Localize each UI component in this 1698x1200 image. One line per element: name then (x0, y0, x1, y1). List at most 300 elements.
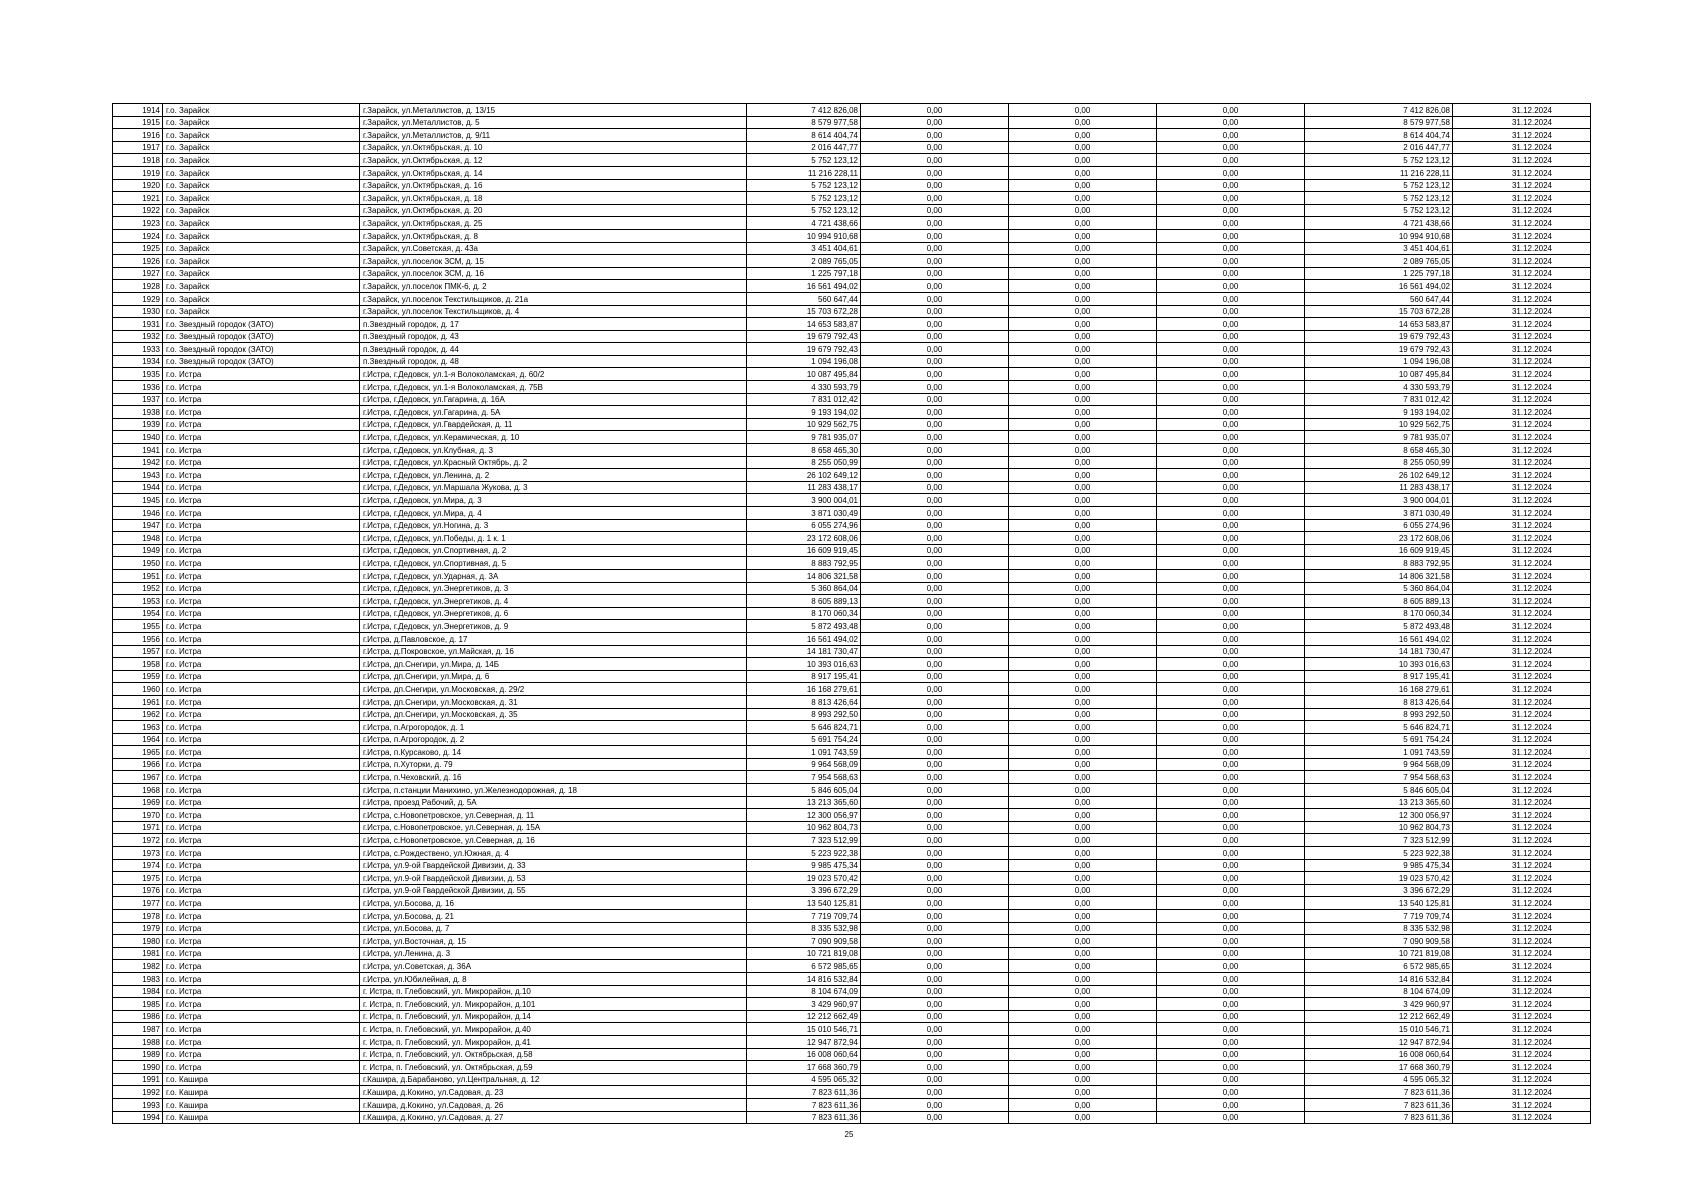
value1-cell: 0,00 (861, 632, 1009, 645)
amount-cell: 8 579 977,58 (747, 116, 861, 129)
municipality-cell: г.о. Зарайск (163, 116, 360, 129)
municipality-cell: г.о. Истра (163, 985, 360, 998)
date-cell: 31.12.2024 (1453, 456, 1591, 469)
address-cell: г.Истра, с.Новопетровское, ул.Северная, д. 16 (360, 834, 747, 847)
table-row (113, 607, 1591, 620)
row-number-cell: 1986 (113, 1010, 163, 1023)
total-cell: 16 168 279,61 (1305, 683, 1453, 696)
amount-cell: 8 614 404,74 (747, 129, 861, 142)
value2-cell: 0,00 (1009, 444, 1157, 457)
total-cell: 7 719 709,74 (1305, 910, 1453, 923)
value2-cell: 0,00 (1009, 406, 1157, 419)
value1-cell: 0,00 (861, 935, 1009, 948)
row-number-cell: 1973 (113, 847, 163, 860)
value2-cell: 0,00 (1009, 1035, 1157, 1048)
address-cell: г.Истра, с.Новопетровское, ул.Северная, д. 11 (360, 809, 747, 822)
value3-cell: 0,00 (1157, 998, 1305, 1011)
value2-cell: 0,00 (1009, 368, 1157, 381)
table-row (113, 872, 1591, 885)
total-cell: 14 181 730,47 (1305, 645, 1453, 658)
row-number-cell: 1926 (113, 255, 163, 268)
amount-cell: 12 947 872,94 (747, 1035, 861, 1048)
total-cell: 10 962 804,73 (1305, 821, 1453, 834)
date-cell: 31.12.2024 (1453, 418, 1591, 431)
date-cell: 31.12.2024 (1453, 129, 1591, 142)
value1-cell: 0,00 (861, 280, 1009, 293)
municipality-cell: г.о. Зарайск (163, 217, 360, 230)
row-number-cell: 1955 (113, 620, 163, 633)
value1-cell: 0,00 (861, 922, 1009, 935)
value1-cell: 0,00 (861, 355, 1009, 368)
municipality-cell: г.о. Истра (163, 834, 360, 847)
address-cell: г.Истра, ул.Босова, д. 7 (360, 922, 747, 935)
value2-cell: 0,00 (1009, 318, 1157, 331)
municipality-cell: г.о. Зарайск (163, 154, 360, 167)
value1-cell: 0,00 (861, 469, 1009, 482)
total-cell: 8 993 292,50 (1305, 708, 1453, 721)
date-cell: 31.12.2024 (1453, 116, 1591, 129)
value2-cell: 0,00 (1009, 809, 1157, 822)
row-number-cell: 1936 (113, 381, 163, 394)
table-row (113, 469, 1591, 482)
row-number-cell: 1941 (113, 444, 163, 457)
address-cell: г.Истра, г.Дедовск, ул.Мира, д. 4 (360, 507, 747, 520)
value3-cell: 0,00 (1157, 418, 1305, 431)
value1-cell: 0,00 (861, 242, 1009, 255)
value2-cell: 0,00 (1009, 910, 1157, 923)
total-cell: 8 614 404,74 (1305, 129, 1453, 142)
row-number-cell: 1927 (113, 267, 163, 280)
value3-cell: 0,00 (1157, 481, 1305, 494)
value1-cell: 0,00 (861, 683, 1009, 696)
date-cell: 31.12.2024 (1453, 670, 1591, 683)
value1-cell: 0,00 (861, 897, 1009, 910)
total-cell: 8 883 792,95 (1305, 557, 1453, 570)
date-cell: 31.12.2024 (1453, 1035, 1591, 1048)
address-cell: г. Истра, п. Глебовский, ул. Микрорайон, д.14 (360, 1010, 747, 1023)
row-number-cell: 1982 (113, 960, 163, 973)
municipality-cell: г.о. Истра (163, 1023, 360, 1036)
value2-cell: 0,00 (1009, 381, 1157, 394)
address-cell: г.Зарайск, ул.Октябрьская, д. 8 (360, 229, 747, 242)
table-row (113, 494, 1591, 507)
table-row (113, 847, 1591, 860)
address-cell: г. Истра, п. Глебовский, ул. Октябрьская, д.58 (360, 1048, 747, 1061)
row-number-cell: 1965 (113, 746, 163, 759)
date-cell: 31.12.2024 (1453, 784, 1591, 797)
municipality-cell: г.о. Истра (163, 620, 360, 633)
date-cell: 31.12.2024 (1453, 947, 1591, 960)
table-row (113, 481, 1591, 494)
date-cell: 31.12.2024 (1453, 645, 1591, 658)
value2-cell: 0,00 (1009, 507, 1157, 520)
total-cell: 2 089 765,05 (1305, 255, 1453, 268)
address-cell: г. Истра, п. Глебовский, ул. Микрорайон, д.101 (360, 998, 747, 1011)
value1-cell: 0,00 (861, 972, 1009, 985)
value3-cell: 0,00 (1157, 406, 1305, 419)
table-row (113, 721, 1591, 734)
address-cell: г.Истра, г.Дедовск, ул.Спортивная, д. 2 (360, 544, 747, 557)
amount-cell: 10 994 910,68 (747, 229, 861, 242)
municipality-cell: г.о. Истра (163, 431, 360, 444)
value3-cell: 0,00 (1157, 607, 1305, 620)
row-number-cell: 1921 (113, 192, 163, 205)
total-cell: 19 679 792,43 (1305, 343, 1453, 356)
value1-cell: 0,00 (861, 1023, 1009, 1036)
value2-cell: 0,00 (1009, 532, 1157, 545)
value2-cell: 0,00 (1009, 544, 1157, 557)
value1-cell: 0,00 (861, 255, 1009, 268)
address-cell: г.Зарайск, ул.Октябрьская, д. 20 (360, 204, 747, 217)
table-row (113, 771, 1591, 784)
table-row (113, 1111, 1591, 1124)
value3-cell: 0,00 (1157, 910, 1305, 923)
amount-cell: 5 691 754,24 (747, 733, 861, 746)
row-number-cell: 1931 (113, 318, 163, 331)
row-number-cell: 1942 (113, 456, 163, 469)
value1-cell: 0,00 (861, 456, 1009, 469)
total-cell: 9 964 568,09 (1305, 758, 1453, 771)
amount-cell: 16 609 919,45 (747, 544, 861, 557)
value2-cell: 0,00 (1009, 116, 1157, 129)
date-cell: 31.12.2024 (1453, 733, 1591, 746)
value1-cell: 0,00 (861, 569, 1009, 582)
value3-cell: 0,00 (1157, 645, 1305, 658)
amount-cell: 5 872 493,48 (747, 620, 861, 633)
amount-cell: 15 010 546,71 (747, 1023, 861, 1036)
total-cell: 8 104 674,09 (1305, 985, 1453, 998)
address-cell: г.Зарайск, ул.Октябрьская, д. 25 (360, 217, 747, 230)
municipality-cell: г.о. Истра (163, 733, 360, 746)
page-number: 25 (844, 1130, 854, 1139)
date-cell: 31.12.2024 (1453, 393, 1591, 406)
value1-cell: 0,00 (861, 784, 1009, 797)
table-row (113, 406, 1591, 419)
total-cell: 8 170 060,34 (1305, 607, 1453, 620)
date-cell: 31.12.2024 (1453, 582, 1591, 595)
value2-cell: 0,00 (1009, 998, 1157, 1011)
date-cell: 31.12.2024 (1453, 998, 1591, 1011)
row-number-cell: 1925 (113, 242, 163, 255)
table-row (113, 116, 1591, 129)
amount-cell: 5 846 605,04 (747, 784, 861, 797)
amount-cell: 14 816 532,84 (747, 972, 861, 985)
value2-cell: 0,00 (1009, 595, 1157, 608)
value3-cell: 0,00 (1157, 1073, 1305, 1086)
value1-cell: 0,00 (861, 305, 1009, 318)
total-cell: 8 255 050,99 (1305, 456, 1453, 469)
value3-cell: 0,00 (1157, 318, 1305, 331)
municipality-cell: г.о. Истра (163, 859, 360, 872)
value3-cell: 0,00 (1157, 582, 1305, 595)
amount-cell: 14 653 583,87 (747, 318, 861, 331)
amount-cell: 5 360 864,04 (747, 582, 861, 595)
table-row (113, 343, 1591, 356)
value3-cell: 0,00 (1157, 355, 1305, 368)
value3-cell: 0,00 (1157, 343, 1305, 356)
municipality-cell: г.о. Истра (163, 456, 360, 469)
value2-cell: 0,00 (1009, 582, 1157, 595)
municipality-cell: г.о. Истра (163, 910, 360, 923)
date-cell: 31.12.2024 (1453, 1048, 1591, 1061)
total-cell: 26 102 649,12 (1305, 469, 1453, 482)
value1-cell: 0,00 (861, 557, 1009, 570)
address-cell: г.Истра, п.Агрогородок, д. 1 (360, 721, 747, 734)
date-cell: 31.12.2024 (1453, 204, 1591, 217)
value1-cell: 0,00 (861, 1098, 1009, 1111)
value1-cell: 0,00 (861, 771, 1009, 784)
total-cell: 7 090 909,58 (1305, 935, 1453, 948)
address-cell: г.Истра, г.Дедовск, ул.Красный Октябрь, д. 2 (360, 456, 747, 469)
table-row (113, 368, 1591, 381)
amount-cell: 1 094 196,08 (747, 355, 861, 368)
value2-cell: 0,00 (1009, 758, 1157, 771)
address-cell: г.Истра, ул.Босова, д. 16 (360, 897, 747, 910)
municipality-cell: г.о. Истра (163, 947, 360, 960)
municipality-cell: г.о. Истра (163, 557, 360, 570)
value3-cell: 0,00 (1157, 381, 1305, 394)
value3-cell: 0,00 (1157, 771, 1305, 784)
value3-cell: 0,00 (1157, 821, 1305, 834)
row-number-cell: 1933 (113, 343, 163, 356)
table-row (113, 330, 1591, 343)
amount-cell: 8 993 292,50 (747, 708, 861, 721)
total-cell: 3 871 030,49 (1305, 507, 1453, 520)
amount-cell: 26 102 649,12 (747, 469, 861, 482)
table-row (113, 166, 1591, 179)
total-cell: 7 823 611,36 (1305, 1098, 1453, 1111)
row-number-cell: 1978 (113, 910, 163, 923)
row-number-cell: 1929 (113, 292, 163, 305)
municipality-cell: г.о. Истра (163, 418, 360, 431)
date-cell: 31.12.2024 (1453, 758, 1591, 771)
total-cell: 5 752 123,12 (1305, 154, 1453, 167)
date-cell: 31.12.2024 (1453, 519, 1591, 532)
address-cell: г.Истра, г.Дедовск, ул.Ленина, д. 2 (360, 469, 747, 482)
address-cell: г.Зарайск, ул.поселок Текстильщиков, д. 21а (360, 292, 747, 305)
value2-cell: 0,00 (1009, 670, 1157, 683)
table-row (113, 229, 1591, 242)
amount-cell: 3 396 672,29 (747, 884, 861, 897)
date-cell: 31.12.2024 (1453, 847, 1591, 860)
amount-cell: 19 679 792,43 (747, 330, 861, 343)
table-row (113, 217, 1591, 230)
municipality-cell: г.о. Истра (163, 507, 360, 520)
address-cell: г.Истра, г.Дедовск, ул.Ударная, д. 3А (360, 569, 747, 582)
total-cell: 6 572 985,65 (1305, 960, 1453, 973)
amount-cell: 8 813 426,64 (747, 695, 861, 708)
municipality-cell: г.о. Истра (163, 1035, 360, 1048)
total-cell: 5 752 123,12 (1305, 179, 1453, 192)
row-number-cell: 1924 (113, 229, 163, 242)
address-cell: г.Кашира, д.Кокино, ул.Садовая, д. 27 (360, 1111, 747, 1124)
table-row (113, 267, 1591, 280)
address-cell: г.Истра, д.Покровское, ул.Майская, д. 16 (360, 645, 747, 658)
value3-cell: 0,00 (1157, 1035, 1305, 1048)
row-number-cell: 1971 (113, 821, 163, 834)
address-cell: г.Истра, с.Новопетровское, ул.Северная, д. 15А (360, 821, 747, 834)
table-row (113, 355, 1591, 368)
municipality-cell: г.о. Истра (163, 998, 360, 1011)
amount-cell: 5 752 123,12 (747, 204, 861, 217)
row-number-cell: 1953 (113, 595, 163, 608)
address-cell: г.Истра, проезд Рабочий, д. 5А (360, 796, 747, 809)
value3-cell: 0,00 (1157, 557, 1305, 570)
value2-cell: 0,00 (1009, 154, 1157, 167)
row-number-cell: 1961 (113, 695, 163, 708)
total-cell: 9 193 194,02 (1305, 406, 1453, 419)
row-number-cell: 1989 (113, 1048, 163, 1061)
address-cell: п.Звездный городок, д. 17 (360, 318, 747, 331)
municipality-cell: г.о. Истра (163, 935, 360, 948)
row-number-cell: 1934 (113, 355, 163, 368)
amount-cell: 4 330 593,79 (747, 381, 861, 394)
address-cell: г.Истра, г.Дедовск, ул.Победы, д. 1 к. 1 (360, 532, 747, 545)
address-cell: г.Истра, ул.9-ой Гвардейской Дивизии, д. 53 (360, 872, 747, 885)
municipality-cell: г.о. Истра (163, 872, 360, 885)
date-cell: 31.12.2024 (1453, 771, 1591, 784)
date-cell: 31.12.2024 (1453, 569, 1591, 582)
table-row (113, 620, 1591, 633)
total-cell: 5 646 824,71 (1305, 721, 1453, 734)
table-row (113, 192, 1591, 205)
amount-cell: 16 008 060,64 (747, 1048, 861, 1061)
table-row (113, 129, 1591, 142)
row-number-cell: 1928 (113, 280, 163, 293)
value2-cell: 0,00 (1009, 229, 1157, 242)
row-number-cell: 1968 (113, 784, 163, 797)
municipality-cell: г.о. Истра (163, 922, 360, 935)
date-cell: 31.12.2024 (1453, 406, 1591, 419)
municipality-cell: г.о. Истра (163, 544, 360, 557)
row-number-cell: 1979 (113, 922, 163, 935)
address-cell: г.Истра, п.Хуторки, д. 79 (360, 758, 747, 771)
table-row (113, 154, 1591, 167)
value2-cell: 0,00 (1009, 821, 1157, 834)
date-cell: 31.12.2024 (1453, 658, 1591, 671)
table-row (113, 1023, 1591, 1036)
table-row (113, 985, 1591, 998)
municipality-cell: г.о. Истра (163, 393, 360, 406)
date-cell: 31.12.2024 (1453, 481, 1591, 494)
amount-cell: 3 429 960,97 (747, 998, 861, 1011)
value3-cell: 0,00 (1157, 179, 1305, 192)
value3-cell: 0,00 (1157, 368, 1305, 381)
table-row (113, 104, 1591, 117)
table-row (113, 381, 1591, 394)
row-number-cell: 1972 (113, 834, 163, 847)
row-number-cell: 1945 (113, 494, 163, 507)
value1-cell: 0,00 (861, 582, 1009, 595)
value2-cell: 0,00 (1009, 733, 1157, 746)
value2-cell: 0,00 (1009, 847, 1157, 860)
table-row (113, 292, 1591, 305)
amount-cell: 8 658 465,30 (747, 444, 861, 457)
table-row (113, 179, 1591, 192)
value1-cell: 0,00 (861, 204, 1009, 217)
value1-cell: 0,00 (861, 481, 1009, 494)
table-row (113, 456, 1591, 469)
value2-cell: 0,00 (1009, 884, 1157, 897)
total-cell: 4 595 065,32 (1305, 1073, 1453, 1086)
value3-cell: 0,00 (1157, 884, 1305, 897)
address-cell: г.Зарайск, ул.Октябрьская, д. 16 (360, 179, 747, 192)
value1-cell: 0,00 (861, 872, 1009, 885)
row-number-cell: 1991 (113, 1073, 163, 1086)
address-cell: г.Истра, ул.Юбилейная, д. 8 (360, 972, 747, 985)
row-number-cell: 1987 (113, 1023, 163, 1036)
row-number-cell: 1962 (113, 708, 163, 721)
date-cell: 31.12.2024 (1453, 544, 1591, 557)
table-row (113, 859, 1591, 872)
row-number-cell: 1917 (113, 141, 163, 154)
amount-cell: 9 964 568,09 (747, 758, 861, 771)
municipality-cell: г.о. Истра (163, 847, 360, 860)
municipality-cell: г.о. Истра (163, 444, 360, 457)
date-cell: 31.12.2024 (1453, 229, 1591, 242)
municipality-cell: г.о. Звездный городок (ЗАТО) (163, 343, 360, 356)
table-row (113, 897, 1591, 910)
address-cell: г.Истра, г.Дедовск, ул.Гагарина, д. 5А (360, 406, 747, 419)
row-number-cell: 1919 (113, 166, 163, 179)
date-cell: 31.12.2024 (1453, 872, 1591, 885)
amount-cell: 8 883 792,95 (747, 557, 861, 570)
municipality-cell: г.о. Кашира (163, 1111, 360, 1124)
value2-cell: 0,00 (1009, 620, 1157, 633)
municipality-cell: г.о. Истра (163, 632, 360, 645)
date-cell: 31.12.2024 (1453, 809, 1591, 822)
date-cell: 31.12.2024 (1453, 192, 1591, 205)
value2-cell: 0,00 (1009, 217, 1157, 230)
value1-cell: 0,00 (861, 519, 1009, 532)
value2-cell: 0,00 (1009, 972, 1157, 985)
value1-cell: 0,00 (861, 192, 1009, 205)
total-cell: 7 823 611,36 (1305, 1086, 1453, 1099)
amount-cell: 19 023 570,42 (747, 872, 861, 885)
date-cell: 31.12.2024 (1453, 166, 1591, 179)
row-number-cell: 1970 (113, 809, 163, 822)
total-cell: 11 216 228,11 (1305, 166, 1453, 179)
row-number-cell: 1983 (113, 972, 163, 985)
total-cell: 10 994 910,68 (1305, 229, 1453, 242)
address-cell: г.Истра, п.Чеховский, д. 16 (360, 771, 747, 784)
value2-cell: 0,00 (1009, 166, 1157, 179)
date-cell: 31.12.2024 (1453, 292, 1591, 305)
value3-cell: 0,00 (1157, 305, 1305, 318)
amount-cell: 560 647,44 (747, 292, 861, 305)
total-cell: 5 691 754,24 (1305, 733, 1453, 746)
value2-cell: 0,00 (1009, 431, 1157, 444)
value1-cell: 0,00 (861, 708, 1009, 721)
value3-cell: 0,00 (1157, 658, 1305, 671)
amount-cell: 15 703 672,28 (747, 305, 861, 318)
value1-cell: 0,00 (861, 947, 1009, 960)
value1-cell: 0,00 (861, 758, 1009, 771)
total-cell: 11 283 438,17 (1305, 481, 1453, 494)
amount-cell: 2 016 447,77 (747, 141, 861, 154)
table-row (113, 834, 1591, 847)
total-cell: 3 396 672,29 (1305, 884, 1453, 897)
value3-cell: 0,00 (1157, 242, 1305, 255)
amount-cell: 12 300 056,97 (747, 809, 861, 822)
address-cell: г.Истра, дп.Снегири, ул.Московская, д. 31 (360, 695, 747, 708)
value2-cell: 0,00 (1009, 1048, 1157, 1061)
value2-cell: 0,00 (1009, 607, 1157, 620)
amount-cell: 7 412 826,08 (747, 104, 861, 117)
amount-cell: 23 172 608,06 (747, 532, 861, 545)
row-number-cell: 1980 (113, 935, 163, 948)
row-number-cell: 1976 (113, 884, 163, 897)
